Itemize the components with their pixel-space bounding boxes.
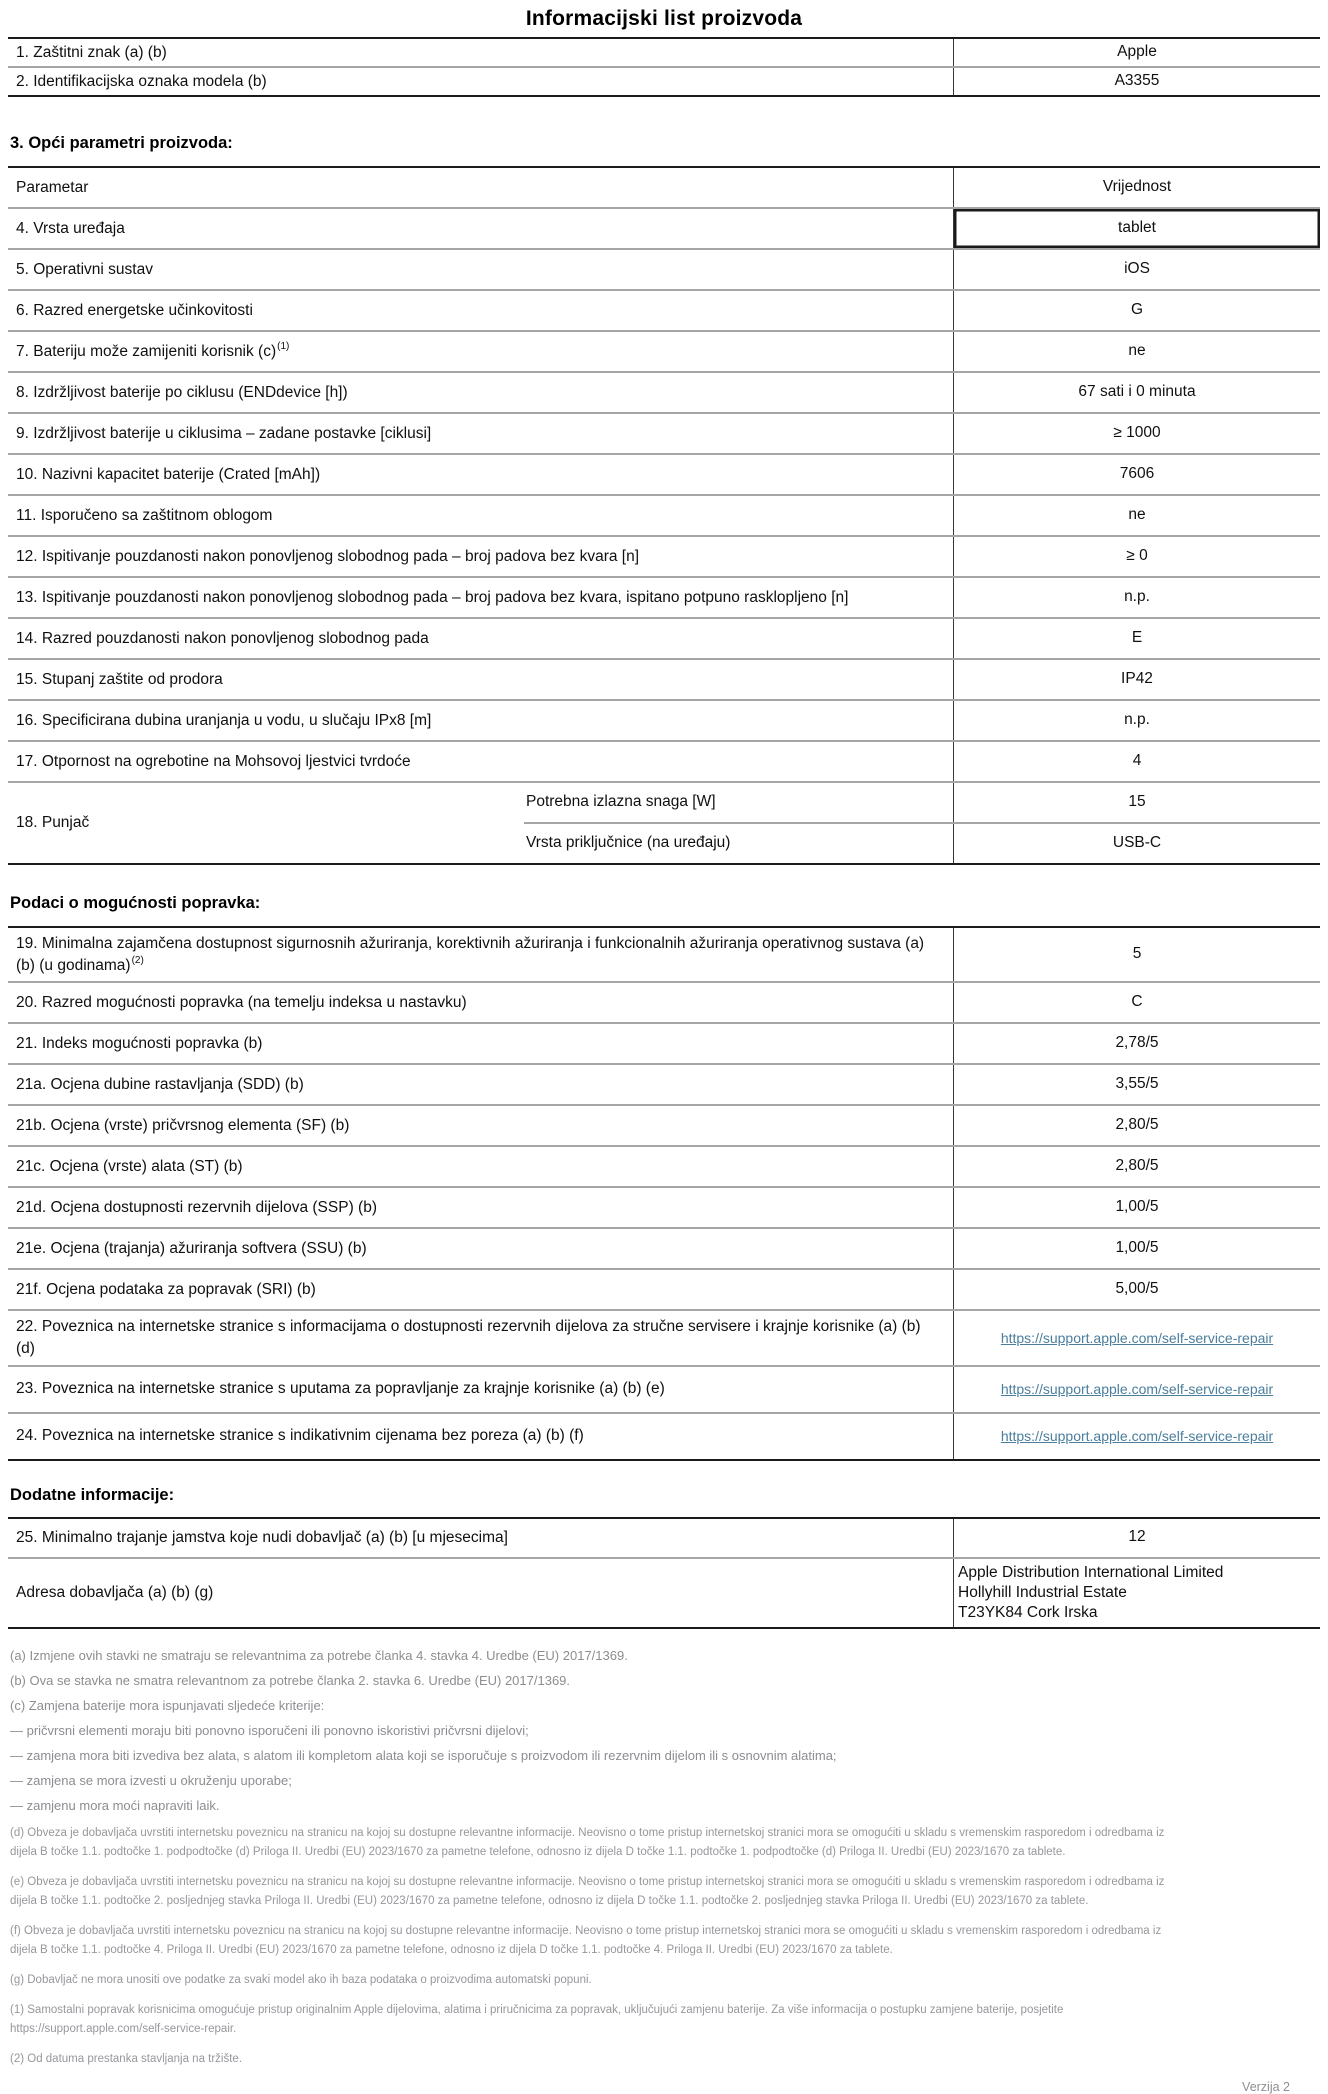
table-row	[8, 1104, 1320, 1145]
param-label: 21e. Ocjena (trajanja) ažuriranja softvera (SSU) (b)	[16, 1239, 367, 1257]
param-value: ne	[953, 332, 1320, 371]
footnote: (a) Izmjene ovih stavki ne smatraju se relevantnima za potrebe članka 4. stavka 4. Uredbe (EU) 2017/1369.	[10, 1647, 628, 1663]
table-row	[8, 658, 1320, 699]
table-row	[524, 783, 1320, 822]
repairability-table	[8, 926, 1320, 1461]
param-label: 21c. Ocjena (vrste) alata (ST) (b)	[16, 1157, 243, 1175]
param-sublabel: Vrsta priključnice (na uređaju)	[526, 834, 731, 852]
param-value: 2,78/5	[953, 1024, 1320, 1063]
address-line: T23YK84 Cork Irska	[958, 1603, 1098, 1621]
table-row	[8, 1412, 1320, 1459]
param-value: A3355	[953, 68, 1320, 95]
footnote: — pričvrsni elementi moraju biti ponovno isporučeni ili ponovno iskoristivi pričvrsni dijelovi;	[10, 1722, 529, 1738]
general-parameters-table	[8, 166, 1320, 865]
table-row	[8, 1063, 1320, 1104]
table-row	[8, 535, 1320, 576]
self-service-repair-url-text: https://support.apple.com/self-service-repair.	[10, 2022, 237, 2035]
param-value	[953, 1311, 1320, 1364]
param-value: E	[953, 619, 1320, 658]
param-value: n.p.	[953, 578, 1320, 617]
param-label: 21. Indeks mogućnosti popravka (b)	[16, 1034, 263, 1052]
param-label: 5. Operativni sustav	[16, 260, 153, 278]
table-row	[8, 1519, 1320, 1557]
param-label: 15. Stupanj zaštite od prodora	[16, 670, 223, 688]
table-row	[8, 412, 1320, 453]
charger-subtable	[524, 783, 1320, 863]
param-label: 1. Zaštitni znak (a) (b)	[16, 43, 167, 61]
param-label: 16. Specificirana dubina uranjanja u vodu, u slučaju IPx8 [m]	[16, 711, 432, 729]
footnote-g: (g) Dobavljač ne mora unositi ove podatke za svaki model ako ih baza podataka o proizvodima automatski popuni.	[10, 1973, 592, 1986]
param-label: 21d. Ocjena dostupnosti rezervnih dijelova (SSP) (b)	[16, 1198, 377, 1216]
table-row	[8, 1145, 1320, 1186]
param-sublabel: Potrebna izlazna snaga [W]	[526, 793, 716, 811]
table-row	[8, 66, 1320, 95]
table-row	[8, 928, 1320, 981]
table-row	[8, 576, 1320, 617]
support-link[interactable]: https://support.apple.com/self-service-repair	[1000, 1428, 1274, 1444]
param-value: 2,80/5	[953, 1106, 1320, 1145]
table-row	[8, 1557, 1320, 1627]
table-row	[8, 617, 1320, 658]
param-value: iOS	[953, 250, 1320, 289]
table-row	[8, 207, 1320, 248]
param-label: 2. Identifikacijska oznaka modela (b)	[16, 72, 267, 90]
table-row	[8, 1268, 1320, 1309]
param-label: 21b. Ocjena (vrste) pričvrsnog elementa (SF) (b)	[16, 1116, 350, 1134]
column-header-parameter: Parametar	[16, 178, 89, 196]
table-row	[8, 1227, 1320, 1268]
table-row	[8, 699, 1320, 740]
section-heading-repair: Podaci o mogućnosti popravka:	[10, 893, 261, 912]
param-value: n.p.	[953, 701, 1320, 740]
table-row	[8, 453, 1320, 494]
param-label: 12. Ispitivanje pouzdanosti nakon ponovljenog slobodnog pada – broj padova bez kvara [n]	[16, 547, 640, 565]
param-label: 20. Razred mogućnosti popravka (na temelju indeksa u nastavku)	[16, 993, 467, 1011]
param-value: 15	[953, 783, 1320, 822]
column-header-value: Vrijednost	[953, 168, 1320, 207]
table-row	[8, 371, 1320, 412]
version-label: Verzija 2	[1242, 2079, 1290, 2094]
param-value: 7606	[953, 455, 1320, 494]
footnotes-paragraphs	[10, 1824, 1320, 2069]
param-value: G	[953, 291, 1320, 330]
param-label: 6. Razred energetske učinkovitosti	[16, 301, 253, 319]
identification-table	[8, 37, 1320, 97]
footnote: — zamjena mora biti izvediva bez alata, s alatom ili kompletom alata koji se isporučuje s proizvodom ili rezervnim dijelom ili s osnovnim alatima;	[10, 1747, 837, 1763]
param-value: IP42	[953, 660, 1320, 699]
param-value: 1,00/5	[953, 1229, 1320, 1268]
param-value: C	[953, 983, 1320, 1022]
address-line: Hollyhill Industrial Estate	[958, 1583, 1127, 1601]
footnote: (b) Ova se stavka ne smatra relevantnom za potrebe članka 2. stavka 6. Uredbe (EU) 2017/1369.	[10, 1672, 571, 1688]
table-row	[8, 330, 1320, 371]
table-row	[8, 39, 1320, 66]
param-label: 11. Isporučeno sa zaštitnom oblogom	[16, 506, 273, 524]
param-label: 7. Bateriju može zamijeniti korisnik (c)$^{(1)}$	[16, 341, 290, 360]
param-label: 14. Razred pouzdanosti nakon ponovljenog slobodnog pada	[16, 629, 429, 647]
param-label: 17. Otpornost na ogrebotine na Mohsovoj ljestvici tvrdoće	[16, 752, 411, 770]
param-value: 12	[953, 1519, 1320, 1557]
table-row	[8, 740, 1320, 781]
support-link[interactable]: https://support.apple.com/self-service-repair	[1000, 1329, 1274, 1346]
param-value: 2,80/5	[953, 1147, 1320, 1186]
table-row	[524, 822, 1320, 863]
footnote-f: (f) Obveza je dobavljača uvrstiti internetsku poveznicu na stranicu na kojoj su dostupne relevantne informacije. Neovisno o tome pristup internetskoj stranici mora se omogućiti u skladu s vremenskim rasporedom i odredbama iz dijela B točke 1.1. podtočke 4. Priloga II. Uredbi (EU) 2023/1670 za pametne telefone, odnosno iz dijela D točke 1.1. podtočke 4. Priloga II. Uredbi (EU) 2023/1670 za tablete.	[10, 1924, 1162, 1956]
table-row	[8, 494, 1320, 535]
param-value: 5	[953, 928, 1320, 981]
table-row	[8, 289, 1320, 330]
param-label: 19. Minimalna zajamčena dostupnost sigurnosnih ažuriranja, korektivnih ažuriranja i funkcionalnih ažuriranja operativnog sustava (a) (b) (u godinama)$^{(2)}$	[16, 934, 925, 974]
page-title: Informacijski list proizvoda	[525, 7, 803, 30]
footnote-marker: (1)	[277, 341, 290, 353]
section-heading-general: 3. Opći parametri proizvoda:	[10, 133, 233, 152]
footnote: (c) Zamjena baterije mora ispunjavati sljedeće kriterije:	[10, 1697, 325, 1713]
supplier-address	[953, 1559, 1320, 1627]
param-value: 4	[953, 742, 1320, 781]
param-label: 24. Poveznica na internetske stranice s indikativnim cijenama bez poreza (a) (b) (f)	[16, 1427, 584, 1445]
param-label: 18. Punjač	[16, 814, 90, 831]
table-row	[8, 1022, 1320, 1063]
table-row	[8, 1365, 1320, 1412]
param-value: 3,55/5	[953, 1065, 1320, 1104]
param-value: ≥ 0	[953, 537, 1320, 576]
param-label: 4. Vrsta uređaja	[16, 219, 125, 237]
footnote-marker: (2)	[131, 955, 144, 967]
footnote: — zamjenu mora moći napraviti laik.	[10, 1797, 220, 1813]
param-value: ≥ 1000	[953, 414, 1320, 453]
section-heading-additional: Dodatne informacije:	[10, 1485, 175, 1504]
param-value-highlighted: tablet	[953, 209, 1320, 248]
param-value	[953, 1367, 1320, 1412]
address-line: Apple Distribution International Limited	[958, 1563, 1224, 1581]
param-label: Adresa dobavljača (a) (b) (g)	[16, 1583, 214, 1601]
table-row	[8, 248, 1320, 289]
param-value: 1,00/5	[953, 1188, 1320, 1227]
param-label: 22. Poveznica na internetske stranice s informacijama o dostupnosti rezervnih dijelova za stručne servisere i krajnje korisnike (a) (b) (d)	[16, 1318, 921, 1357]
charger-row	[8, 781, 1320, 863]
param-label: 21f. Ocjena podataka za popravak (SRI) (b)	[16, 1280, 316, 1298]
param-value	[953, 1414, 1320, 1459]
param-value: 5,00/5	[953, 1270, 1320, 1309]
param-value: Apple	[953, 39, 1320, 66]
param-label: 13. Ispitivanje pouzdanosti nakon ponovljenog slobodnog pada – broj padova bez kvara, ispitano potpuno rasklopljeno [n]	[16, 588, 849, 606]
param-label: 8. Izdržljivost baterije po ciklusu (ENDdevice [h])	[16, 383, 348, 401]
table-row	[8, 1186, 1320, 1227]
param-label: 21a. Ocjena dubine rastavljanja (SDD) (b)	[16, 1075, 304, 1093]
table-row	[8, 981, 1320, 1022]
param-label: 23. Poveznica na internetske stranice s uputama za popravljanje za krajnje korisnike (a) (b) (e)	[16, 1380, 665, 1398]
table-header-row	[8, 168, 1320, 207]
param-value: 67 sati i 0 minuta	[953, 373, 1320, 412]
param-label: 25. Minimalno trajanje jamstva koje nudi dobavljač (a) (b) [u mjesecima]	[16, 1528, 508, 1546]
footnote: — zamjena se mora izvesti u okruženju uporabe;	[10, 1772, 292, 1788]
footnote-2: (2) Od datuma prestanka stavljanja na tržište.	[10, 2052, 243, 2065]
additional-info-table	[8, 1517, 1320, 1629]
table-row	[8, 1309, 1320, 1364]
footnote-e: (e) Obveza je dobavljača uvrstiti internetsku poveznicu na stranicu na kojoj su dostupne relevantne informacije. Neovisno o tome pristup internetskoj stranici mora se omogućiti u skladu s vremenskim rasporedom i odredbama iz dijela B točke 1.1. podtočke 2. posljednjeg stavka Priloga II. Uredbi (EU) 2023/1670 za pametne telefone, odnosno iz dijela D točke 1.1. podtočke 2. posljednjeg stavka Priloga II. Uredbi (EU) 2023/1670 za tablete.	[10, 1875, 1165, 1907]
footnote-1: (1) Samostalni popravak korisnicima omogućuje pristup originalnim Apple dijelovima, alatima i priručnicima za popravak, uključujući zamjenu baterije. Za više informacija o postupku zamjene baterije, posjetite https://support.apple.com/self-service-repair.	[10, 2001, 1320, 2039]
param-label: 9. Izdržljivost baterije u ciklusima – zadane postavke [ciklusi]	[16, 424, 432, 442]
footnotes-list	[10, 1647, 1320, 1814]
param-label: 10. Nazivni kapacitet baterije (Crated [mAh])	[16, 465, 321, 483]
param-value: ne	[953, 496, 1320, 535]
support-link[interactable]: https://support.apple.com/self-service-repair	[1000, 1381, 1274, 1397]
product-information-sheet	[0, 7, 1328, 2094]
param-value: USB-C	[953, 824, 1320, 863]
footnote-d: (d) Obveza je dobavljača uvrstiti internetsku poveznicu na stranicu na kojoj su dostupne relevantne informacije. Neovisno o tome pristup internetskoj stranici mora se omogućiti u skladu s vremenskim rasporedom i odredbama iz dijela B točke 1.1. podtočke 1. podpodtočke (d) Priloga II. Uredbi (EU) 2023/1670 za pametne telefone, odnosno iz dijela D točke 1.1. podtočke 1. podpodtočke (d) Priloga II. Uredbi (EU) 2023/1670 za tablete.	[10, 1826, 1165, 1858]
